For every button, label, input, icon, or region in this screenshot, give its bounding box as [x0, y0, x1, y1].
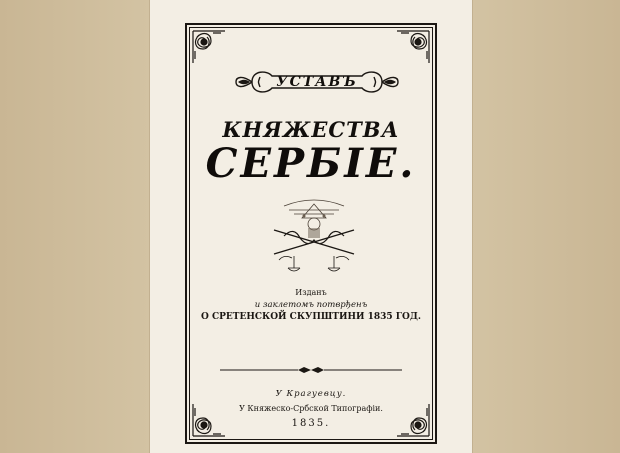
subtitle: КНЯЖЕСТВА — [222, 117, 400, 142]
publication-line-1: Изданъ — [295, 288, 327, 297]
background-left — [0, 0, 150, 453]
main-title: СЕРБІЕ. — [205, 140, 417, 187]
imprint-printer: У Княжеско-Србской Типографіи. — [239, 404, 383, 413]
coat-of-arms-emblem-icon — [264, 196, 364, 276]
ornamental-rule-icon — [220, 367, 402, 373]
heading-word: УСТАВЪ — [276, 74, 358, 90]
corner-ornament-icon — [189, 27, 229, 67]
background-right — [470, 0, 620, 453]
title-cartouche — [232, 67, 402, 97]
imprint-place: У Крагуевцу. — [275, 389, 347, 399]
corner-ornament-icon — [393, 27, 433, 67]
publication-line-2: и заклетомъ потврђенъ — [254, 300, 368, 310]
publication-line-3: О СРЕТЕНСКОЙ СКУПШТИНИ 1835 ГОД. — [201, 312, 421, 322]
title-page — [150, 0, 472, 453]
imprint-year: 1835. — [291, 418, 331, 429]
